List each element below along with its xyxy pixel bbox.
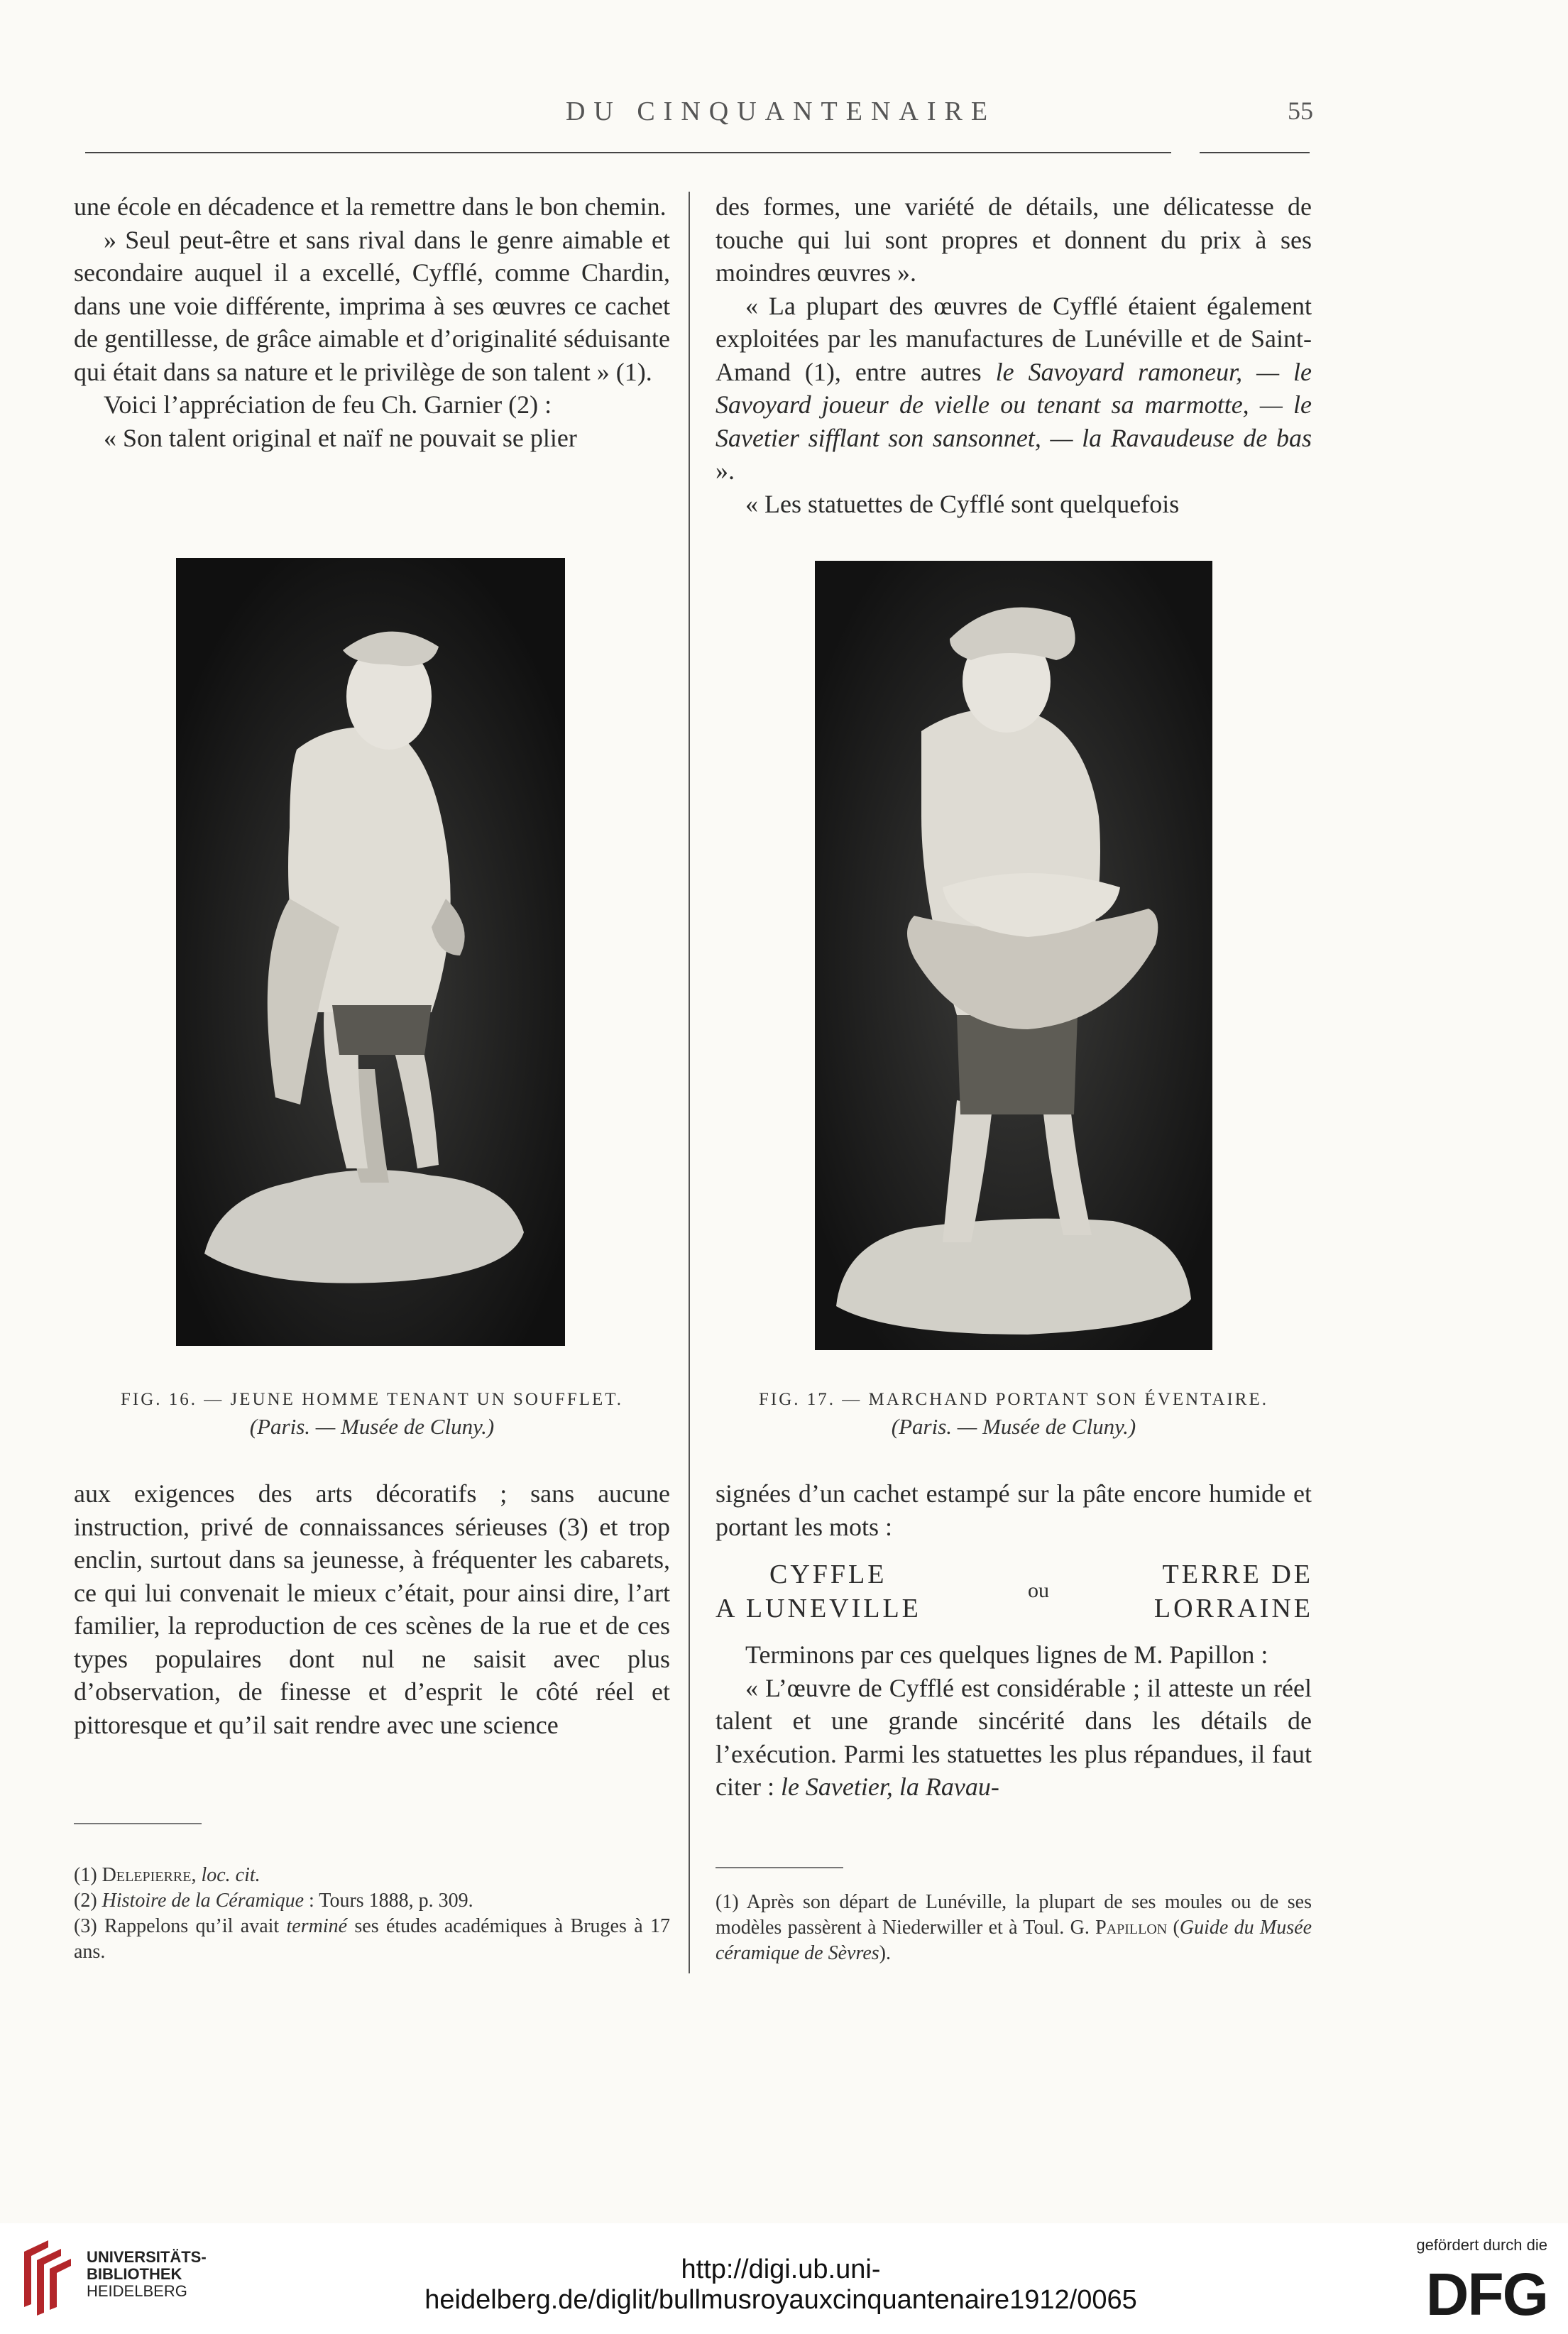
emphasis: terminé: [286, 1915, 348, 1937]
figure-label: FIG. 17. — MARCHAND PORTANT SON ÉVENTAIRE.: [759, 1390, 1268, 1409]
footnote-rule: [74, 1823, 202, 1824]
right-column-bottom-text: [716, 1477, 1312, 1543]
footnote-text: ).: [879, 1942, 891, 1964]
footnote-rule: [716, 1867, 843, 1868]
author-name: Delepierre: [102, 1864, 192, 1886]
paragraph: aux exigences des arts décoratifs ; sans aucune instruction, privé de connaissances sérieuses (3) et trop enclin, surtout dans sa jeunesse, à fréquenter les cabarets, ce qui lui convenait le mieux c’était, pour ainsi dire, l’art familier, la reproduction de ces scènes de la rue et de ces types populaires dont nul ne saisit avec plus d’observation, de finesse et d’esprit le côté réel et pittoresque et qu’il sait rendre avec une science: [74, 1479, 670, 1739]
footnote-1: [74, 1863, 670, 1888]
figure-17-caption: [716, 1390, 1312, 1440]
figure-16-photo: [176, 558, 565, 1346]
funder-caption: gefördert durch die: [1416, 2236, 1547, 2254]
paragraph: [716, 1672, 1312, 1804]
footnote-1-right: [716, 1890, 1312, 1966]
mark-right-line-1: TERRE DE: [1162, 1560, 1313, 1589]
mark-left-line-2: A LUNEVILLE: [716, 1594, 921, 1623]
library-logo-text: [87, 2249, 207, 2300]
paragraph: Terminons par ces quelques lignes de M. Papillon :: [745, 1640, 1268, 1669]
page-number: 55: [1288, 97, 1313, 125]
figure-17-photo: [815, 561, 1212, 1350]
paragraph-text: ».: [716, 456, 735, 485]
figure-source: (Paris. — Musée de Cluny.): [891, 1414, 1136, 1439]
italic-titles: le Savetier, la Ravau-: [780, 1773, 999, 1801]
paragraph: » Seul peut-être et sans rival dans le genre aimable et secondaire auquel il a excellé, Cyfflé, comme Chardin, dans une voie différente, imprima à ses œuvres ce cachet de gentillesse, de grâce aimable et d’originalité séduisante qui était dans sa nature et le privilège de son talent » (1).: [74, 225, 670, 386]
footnote-text: ,: [191, 1864, 202, 1886]
library-line-2: BIBLIOTHEK: [87, 2265, 182, 2283]
footnote-text: (1): [74, 1864, 102, 1886]
italic-titles: le Savoyard ramoneur, — le Savoyard joueur de vielle ou tenant sa marmotte, — le Savetier sifflant son sansonnet, — la Ravaudeuse de bas: [716, 357, 1312, 452]
digital-copy-url[interactable]: http://digi.ub.uni-heidelberg.de/diglit/bullmusroyauxcinquantenaire1912/0065: [424, 2254, 1137, 2315]
right-column-closing-text: [716, 1638, 1312, 1804]
footnote-text: (3) Rappelons qu’il avait: [74, 1915, 287, 1937]
paragraph: une école en décadence et la remettre dans le bon chemin.: [74, 192, 667, 221]
footnote-text: (2): [74, 1890, 102, 1912]
left-column-top-text: [74, 190, 670, 454]
paragraph: « Son talent original et naïf ne pouvait se plier: [104, 423, 577, 452]
footnotes-left: [74, 1863, 670, 1965]
work-title: Histoire de la Céramique: [102, 1890, 305, 1912]
footnote-2: [74, 1888, 670, 1914]
mark-left-line-1: CYFFLE: [769, 1560, 887, 1589]
header-rule: [85, 152, 1171, 153]
figure-16-caption: [74, 1390, 670, 1440]
paragraph: « Les statuettes de Cyfflé sont quelquefois: [745, 489, 1180, 518]
paragraph: signées d’un cachet estampé sur la pâte encore humide et portant les mots :: [716, 1479, 1312, 1541]
library-logo-icon: [16, 2236, 74, 2316]
figure-source: (Paris. — Musée de Cluny.): [249, 1414, 495, 1439]
footnote-text: : Tours 1888, p. 309.: [304, 1890, 473, 1912]
dfg-logo: DFG: [1425, 2261, 1547, 2328]
figure-label: FIG. 16. — JEUNE HOMME TENANT UN SOUFFLET.: [121, 1390, 623, 1409]
library-line-1: UNIVERSITÄTS-: [87, 2248, 207, 2266]
footnote-text: ses études académiques à Bruges à 17 ans.: [74, 1915, 670, 1963]
author-name: Papillon: [1095, 1917, 1168, 1939]
left-column-bottom-text: [74, 1477, 670, 1741]
footnote-text: (: [1167, 1917, 1180, 1939]
footnote-right: [716, 1890, 1312, 1966]
mark-right-line-2: LORRAINE: [1153, 1594, 1313, 1623]
running-header-title: DU CINQUANTENAIRE: [565, 97, 997, 126]
paragraph-text: « La plupart des œuvres de Cyfflé étaient également exploitées par les manufactures de Lunéville et de Saint-Amand (1), entre autres: [716, 291, 1312, 386]
paragraph: des formes, une variété de détails, une délicatesse de touche qui lui sont propres et donnent du prix à ses moindres œuvres ».: [716, 192, 1312, 287]
mark-or: ou: [1028, 1579, 1049, 1602]
header-rule-right: [1200, 152, 1310, 153]
right-column-top-text: [716, 190, 1312, 520]
paragraph-text: « L’œuvre de Cyfflé est considérable ; il atteste un réel talent et une grande sincérité dans les détails de l’exécution. Parmi les statuettes les plus répandues, il faut citer :: [716, 1673, 1312, 1801]
paragraph: [716, 290, 1312, 488]
library-line-3: HEIDELBERG: [87, 2282, 187, 2300]
footnote-reference: loc. cit.: [201, 1864, 261, 1886]
paragraph: Voici l’appréciation de feu Ch. Garnier (2) :: [104, 390, 552, 419]
footnote-3: [74, 1914, 670, 1965]
work-title: Guide du Musée céramique de Sèvres: [716, 1917, 1312, 1964]
footnote-text: (1) Après son départ de Lunéville, la plupart de ses moules ou de ses modèles passèrent à Niederwiller et à Toul. G.: [716, 1891, 1312, 1939]
column-divider: [689, 192, 690, 1973]
